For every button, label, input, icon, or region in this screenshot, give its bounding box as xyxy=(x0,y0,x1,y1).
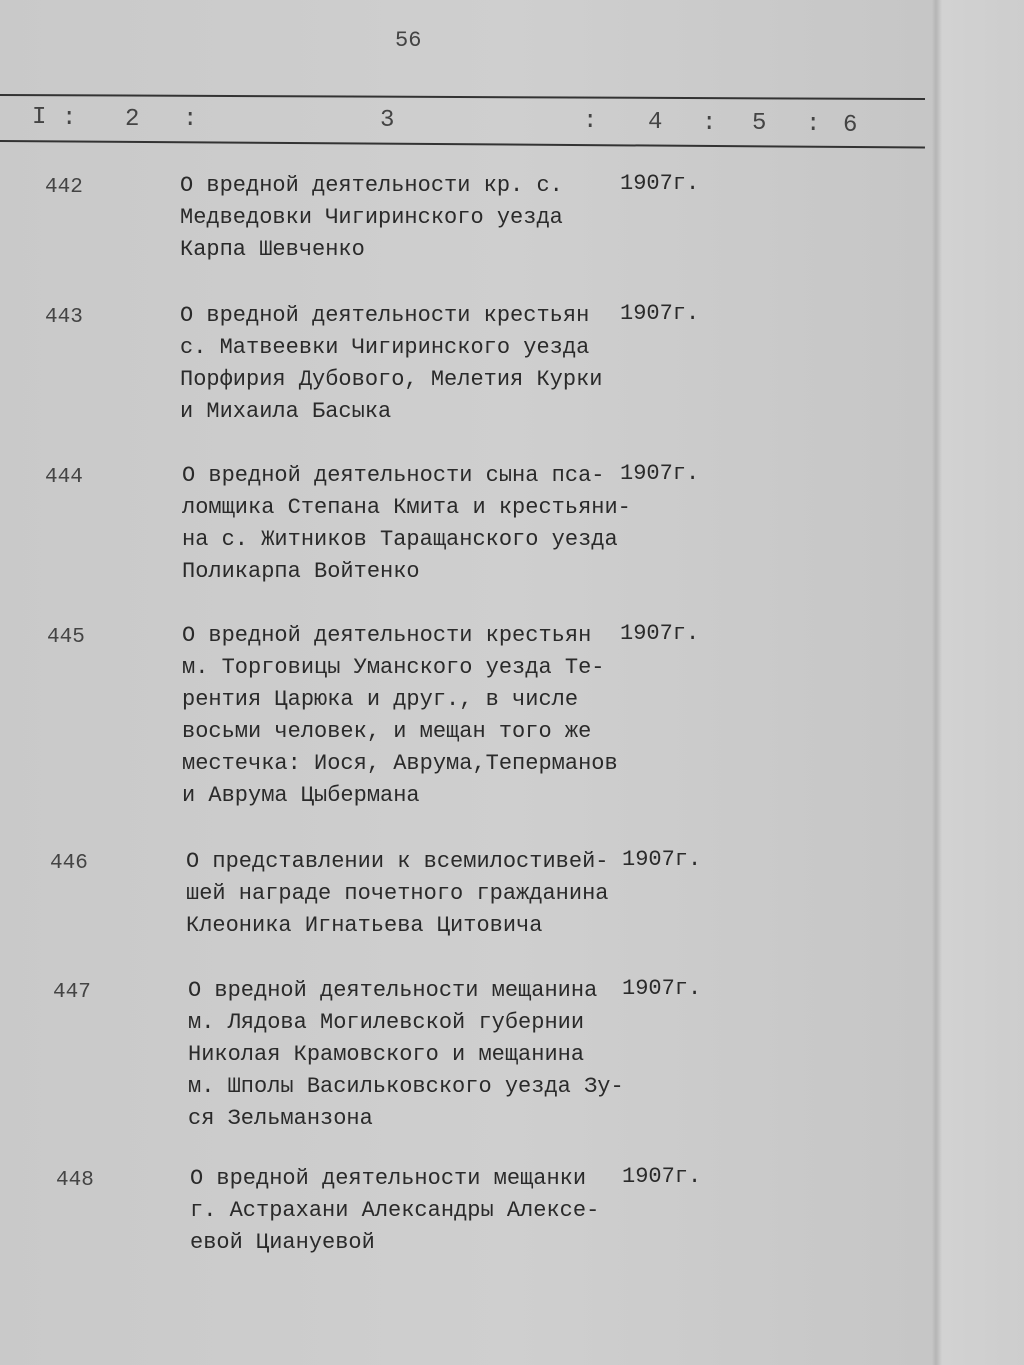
entry-line: О вредной деятельности кр. с. xyxy=(180,173,563,198)
entry-line: и Михаила Басыка xyxy=(180,399,392,424)
entry-line: Медведовки Чигиринского уезда xyxy=(180,205,563,230)
entry-line: О вредной деятельности крестьян xyxy=(180,303,590,328)
column-header: 5 xyxy=(752,110,767,138)
entry-line: ломщика Степана Кмита и крестьяни- xyxy=(182,495,631,520)
entry-number: 443 xyxy=(45,306,83,329)
entry-number: 444 xyxy=(45,466,83,489)
column-separator: : xyxy=(806,111,821,139)
entry-line: ся Зельманзона xyxy=(188,1106,373,1131)
entry-number: 448 xyxy=(56,1169,94,1192)
entry-line: шей награде почетного гражданина xyxy=(186,881,609,906)
entry-description xyxy=(186,846,608,942)
column-header: I xyxy=(32,104,47,131)
column-header: 3 xyxy=(380,107,395,135)
entry-line: рентия Царюка и друг., в числе xyxy=(182,687,579,712)
entry-number: 446 xyxy=(50,852,88,875)
entry-description xyxy=(182,620,618,812)
entry-line: О вредной деятельности мещанки xyxy=(190,1166,587,1191)
entry-line: О вредной деятельности мещанина xyxy=(188,978,598,1003)
header-bottom-rule xyxy=(0,140,925,148)
entry-number: 445 xyxy=(47,626,85,649)
entry-year: 1907г. xyxy=(620,301,700,326)
entry-line: Клеоника Игнатьева Цитовича xyxy=(186,913,543,938)
entry-line: евой Циануевой xyxy=(190,1230,375,1255)
entry-year: 1907г. xyxy=(622,847,702,872)
column-header: 4 xyxy=(648,108,663,136)
entry-line: Карпа Шевченко xyxy=(180,237,365,262)
entry-description xyxy=(182,460,631,588)
entry-line: восьми человек, и мещан того же xyxy=(182,719,592,744)
column-separator: : xyxy=(583,108,598,135)
entry-year: 1907г. xyxy=(620,461,700,486)
entry-line: и Аврума Цыбермана xyxy=(182,783,420,808)
entry-description xyxy=(180,300,602,428)
entry-year: 1907г. xyxy=(620,171,700,196)
page-number: 56 xyxy=(395,28,422,53)
entry-description xyxy=(188,975,624,1135)
entry-line: м. Шполы Васильковского уезда Зу- xyxy=(188,1074,624,1099)
entry-number: 442 xyxy=(45,176,83,199)
entry-line: местечка: Иося, Аврума,Теперманов xyxy=(182,751,618,776)
entry-line: на с. Житников Таращанского уезда xyxy=(182,527,618,552)
entry-line: Порфирия Дубового, Мелетия Курки xyxy=(180,367,603,392)
entry-description xyxy=(180,170,563,266)
entry-line: О вредной деятельности сына пса- xyxy=(182,463,605,488)
entry-line: г. Астрахани Александры Алексе- xyxy=(190,1198,600,1223)
entry-line: м. Торговицы Уманского уезда Те- xyxy=(182,655,605,680)
entry-year: 1907г. xyxy=(622,976,702,1001)
entry-description xyxy=(190,1163,599,1259)
entry-year: 1907г. xyxy=(620,621,700,646)
column-header: 6 xyxy=(843,112,858,139)
entry-line: м. Лядова Могилевской губернии xyxy=(188,1010,585,1035)
entry-line: О представлении к всемилостивей- xyxy=(186,849,609,874)
header-top-rule xyxy=(0,94,925,100)
column-separator: : xyxy=(62,104,77,132)
entry-line: Николая Крамовского и мещанина xyxy=(188,1042,585,1067)
entry-line: Поликарпа Войтенко xyxy=(182,559,420,584)
entry-line: с. Матвеевки Чигиринского уезда xyxy=(180,335,590,360)
column-header: 2 xyxy=(125,105,140,133)
entry-year: 1907г. xyxy=(622,1164,702,1189)
entry-number: 447 xyxy=(53,981,91,1004)
entry-line: О вредной деятельности крестьян xyxy=(182,623,592,648)
column-separator: : xyxy=(702,109,717,137)
column-separator: : xyxy=(183,106,198,134)
